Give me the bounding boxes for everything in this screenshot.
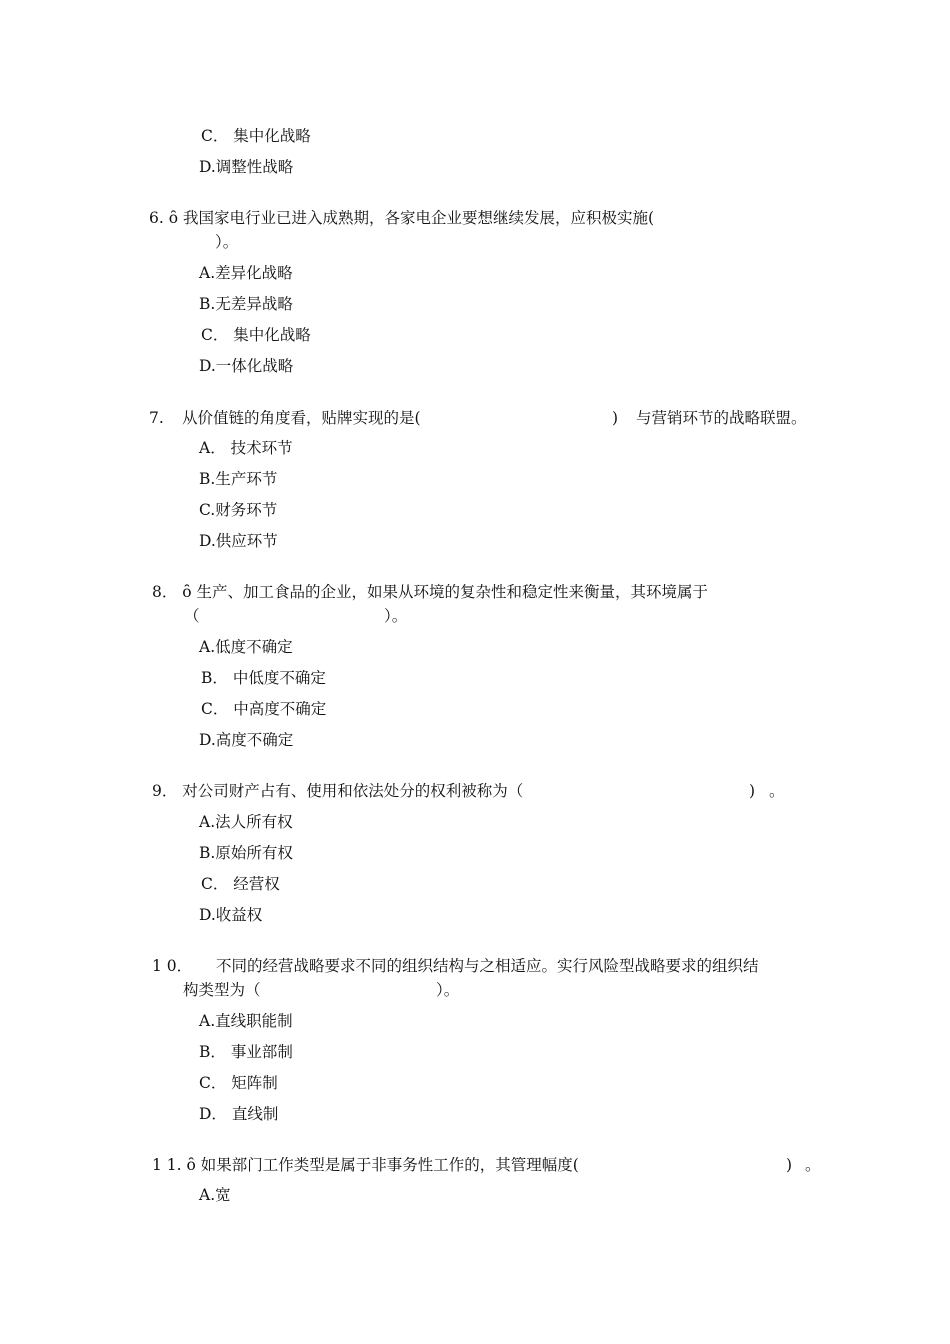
option-9c: C． 经营权 xyxy=(201,875,280,893)
option-6b: B.无差异战略 xyxy=(199,295,293,313)
option-6a: A.差异化战略 xyxy=(199,264,293,282)
question-10-blank-close: ）。 xyxy=(436,981,460,999)
option-10d: D． 直线制 xyxy=(199,1105,279,1123)
option-6d: D.一体化战略 xyxy=(199,357,294,375)
option-9a: A.法人所有权 xyxy=(199,813,293,831)
option-8b: B． 中低度不确定 xyxy=(201,669,326,687)
question-9-period: 。 xyxy=(769,782,785,800)
question-9-text: 9． 对公司财产占有、使用和依法处分的权利被称为（ xyxy=(152,782,524,800)
question-9-blank-close: ) xyxy=(749,782,756,800)
question-11-text: 1 1. ȏ 如果部门工作类型是属于非事务性工作的，其管理幅度( xyxy=(152,1156,579,1174)
question-6-text: 6. ȏ 我国家电行业已进入成熟期，各家电企业要想继续发展，应积极实施( xyxy=(149,209,655,227)
question-8-text: 8． ȏ 生产、加工食品的企业，如果从环境的复杂性和稳定性来衡量，其环境属于 xyxy=(152,583,709,601)
question-7-text: 从价值链的角度看，贴牌实现的是( xyxy=(182,409,421,427)
option-8d: D.高度不确定 xyxy=(199,731,294,749)
option-11a: A.宽 xyxy=(199,1186,231,1204)
option-8a: A.低度不确定 xyxy=(199,638,293,656)
question-10-text: 不同的经营战略要求不同的组织结构与之相适应。实行风险型战略要求的组织结 xyxy=(216,957,759,975)
option-6c: C． 集中化战略 xyxy=(201,326,311,344)
question-8-blank-open: （ xyxy=(184,607,200,625)
question-7-text-tail: 与营销环节的战略联盟。 xyxy=(636,409,807,427)
option-7a: A． 技术环节 xyxy=(199,439,293,457)
option-9d: D.收益权 xyxy=(199,906,263,924)
option-7d: D.供应环节 xyxy=(199,532,278,550)
question-11-period: 。 xyxy=(805,1156,821,1174)
option-8c: C． 中高度不确定 xyxy=(201,700,327,718)
option-7b: B.生产环节 xyxy=(199,470,278,488)
option-10a: A.直线职能制 xyxy=(199,1012,293,1030)
question-11-blank-close: ) xyxy=(786,1156,793,1174)
option-10b: B． 事业部制 xyxy=(199,1043,293,1061)
question-7-blank-close: ) xyxy=(612,409,619,427)
question-6-blank-close: ）。 xyxy=(215,233,239,251)
option-10c: C． 矩阵制 xyxy=(199,1074,278,1092)
question-7-number: 7. xyxy=(149,409,164,427)
option-5d: D.调整性战略 xyxy=(199,158,294,176)
option-9b: B.原始所有权 xyxy=(199,844,293,862)
question-10-number: 1 0． xyxy=(152,957,193,975)
option-5c: C． 集中化战略 xyxy=(201,127,311,145)
option-7c: C.财务环节 xyxy=(199,501,278,519)
question-10-text-line2: 构类型为（ xyxy=(183,981,261,999)
question-8-blank-close: ）。 xyxy=(384,607,408,625)
